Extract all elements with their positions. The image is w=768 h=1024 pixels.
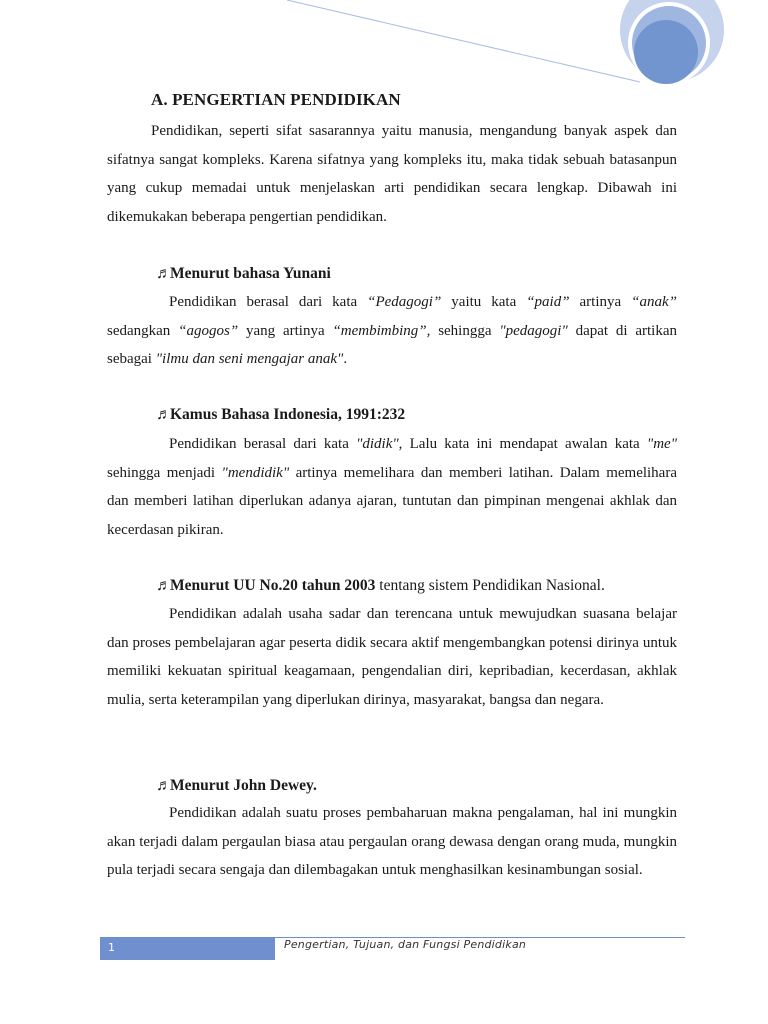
section-heading-text: Menurut UU No.20 tahun 2003 [170, 577, 376, 594]
decorative-circle-inner [634, 20, 698, 84]
section-paragraph-kamus [107, 430, 677, 544]
term-pedagogi-quoted: "pedagogi" [499, 322, 568, 339]
term-membimbing: “membimbing”, [332, 322, 431, 339]
text-run: Pendidikan adalah usaha sadar dan terencana untuk mewujudkan suasana belajar dan proses pembelajaran agar peserta didik secara aktif mengembangkan potensi dirinya untuk memiliki kekuatan spiritual keagamaan, pengendalian diri, kepribadian, kecerdasan, akhlak mulia, serta keterampilan yang diperlukan dirinya, masyarakat, bangsa dan negara. [107, 606, 677, 708]
section-heading-kamus [156, 405, 405, 425]
term-anak: “anak” [631, 294, 677, 310]
term-agogos: “agogos” [178, 322, 239, 339]
term-definition: "ilmu dan seni mengajar anak" [155, 351, 344, 368]
text-run: sedangkan [107, 322, 179, 339]
decorative-line [287, 0, 640, 82]
running-title: Pengertian, Tujuan, dan Fungsi Pendidikan [284, 938, 527, 951]
music-note-icon: ♬ [156, 265, 172, 282]
music-note-icon: ♬ [156, 777, 172, 794]
intro-text: Pendidikan, seperti sifat sasarannya yaitu manusia, mengandung banyak aspek dan sifatnya sangat kompleks. Karena sifatnya yang kompleks itu, maka tidak sebuah batasanpun yang cukup memadai untuk menjelaskan arti pendidikan secara lengkap. Dibawah ini dikemukakan beberapa pengertian pendidikan. [107, 123, 677, 225]
term-pedagogi: “Pedagogi” [367, 294, 442, 310]
term-didik: "didik" [356, 436, 399, 452]
page-number-box [100, 938, 275, 960]
section-heading-text: Kamus Bahasa Indonesia, 1991:232 [170, 406, 406, 423]
section-heading-text: Menurut John Dewey. [170, 777, 317, 794]
text-run: dapat di artikan sebagai [107, 322, 678, 368]
text-run: Pendidikan adalah suatu proses pembaharuan makna pengalaman, hal ini mungkin akan terjadi dalam pergaulan biasa atau pergaulan orang dewasa dengan orang muda, mungkin pula terjadi secara sengaja dan dilembagakan untuk menghasilkan kesinambungan sosial. [107, 805, 677, 879]
section-heading-tail: tentang sistem Pendidikan Nasional. [375, 577, 605, 594]
term-me: "me" [646, 436, 677, 452]
term-paid: “paid” [526, 294, 570, 310]
text-run: yang artinya [238, 322, 333, 339]
text-run: sehingga menjadi [107, 464, 222, 481]
page-number: 1 [108, 941, 115, 954]
text-run: Pendidikan berasal dari kata [169, 294, 368, 310]
intro-paragraph [107, 117, 677, 231]
section-heading-uu [156, 576, 605, 596]
text-run: Pendidikan berasal dari kata [169, 436, 357, 452]
text-run: sehingga [430, 322, 500, 339]
text-run: . [343, 351, 348, 368]
section-heading-yunani [156, 264, 331, 284]
music-note-icon: ♬ [156, 406, 172, 423]
music-note-icon: ♬ [156, 577, 172, 594]
term-mendidik: "mendidik" [221, 464, 290, 481]
section-paragraph-uu [107, 600, 677, 714]
page-title: A. PENGERTIAN PENDIDIKAN [151, 90, 401, 109]
section-heading-dewey [156, 776, 317, 796]
section-paragraph-dewey [107, 799, 677, 885]
section-paragraph-yunani [107, 288, 677, 374]
text-run: , Lalu kata ini mendapat awalan kata [398, 436, 647, 452]
text-run: artinya [569, 294, 632, 310]
section-heading-text: Menurut bahasa Yunani [170, 265, 331, 282]
text-run: artinya memelihara dan memberi latihan. Dalam memelihara dan memberi latihan diperlukan adanya ajaran, tuntutan dan pimpinan mengenai akhlak dan kecerdasan pikiran. [107, 464, 677, 538]
text-run: yaitu kata [441, 294, 527, 310]
